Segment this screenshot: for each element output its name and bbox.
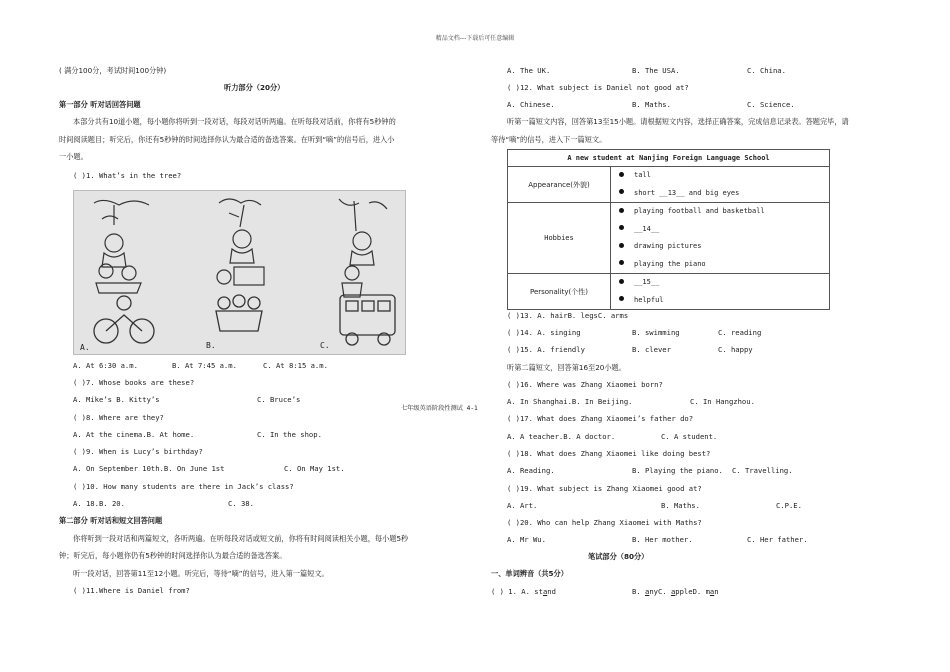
q12-option-c: C. Science. [747, 100, 795, 109]
q20-option-c: C. Her father. [747, 535, 808, 544]
writing-section-title: 笔试部分（80分） [588, 552, 649, 561]
question-16: ( )16. Where was Zhang Xiaomei born? [507, 380, 663, 389]
q6-option-c: C. At 8:15 a.m. [263, 361, 328, 370]
q8-option-c: C. In the shop. [257, 430, 322, 439]
picture-label-a: A. [80, 343, 90, 352]
question-picture-grid [73, 190, 406, 355]
question-8: ( )8. Where are they? [73, 413, 164, 422]
part2-instruction-1: 你将听到一段对话和两篇短文，各听两遍。在听每段对话或短文前，你将有时间阅读相关小题，每小题5秒 [73, 534, 409, 543]
q11-option-b: B. The USA. [632, 66, 680, 75]
q16-option-c: C. In Hangzhou. [690, 397, 755, 406]
q15-option-c: C. happy [718, 345, 753, 354]
question-7: ( )7. Whose books are these? [73, 378, 195, 387]
question-18: ( )18. What does Zhang Xiaomei like doing best? [507, 449, 711, 458]
question-15: ( )15. A. friendly [507, 345, 585, 354]
question-20: ( )20. Who can help Zhang Xiaomei with Maths? [507, 518, 702, 527]
picture-label-c: C. [320, 341, 330, 350]
q9-option-c: C. On May 1st. [284, 464, 345, 473]
row-label-appearance: Appearance(外貌) [508, 167, 611, 203]
q20-option-a: A. Mr Wu. [507, 535, 546, 544]
q11-option-c: C. China. [747, 66, 786, 75]
listening-title: 听力部分（20分） [224, 83, 285, 92]
row-label-personality: Personality(个性) [508, 274, 611, 310]
table-item: short __13__ and big eyes [619, 185, 825, 203]
part1-instruction-1: 本部分共有10道小题，每小题你将听到一段对话，每段对话听两遍。在听每段对话前，你将有5秒钟的 [73, 117, 396, 126]
q19-option-c: C.P.E. [776, 501, 802, 510]
q18-option-a: A. Reading. [507, 466, 555, 475]
writing-question-1-options: B. anyC. appleD. man [632, 587, 719, 596]
part1-instruction-2: 时间阅读题目；听完后，你还有5秒钟的时间选择你认为最合适的备选答案。在听到“嘀”的信号后，进入小 [59, 135, 395, 144]
q6-option-b: B. At 7:45 a.m. [172, 361, 237, 370]
table-item: helpful [619, 292, 825, 310]
part2-instruction-3: 听一段对话，回答第11至12小题。听完后，等待“嘀”的信号，进入第一篇短文。 [73, 569, 329, 578]
q15-option-b: B. clever [632, 345, 671, 354]
question-12: ( )12. What subject is Daniel not good at? [507, 83, 689, 92]
writing-question-1: ( ) 1. A. stand [491, 587, 556, 596]
section1-title: 一、单词辨音（共5分） [491, 569, 568, 578]
q8-option-ab: A. At the cinema.B. At home. [73, 430, 195, 439]
q20-option-b: B. Her mother. [632, 535, 693, 544]
q12-option-a: A. Chinese. [507, 100, 555, 109]
table-item: playing the piano [619, 256, 825, 274]
q14-option-b: B. swimming [632, 328, 680, 337]
part2-title: 第二部分 听对话和短文回答问题 [59, 516, 163, 525]
q6-option-a: A. At 6:30 a.m. [73, 361, 138, 370]
q17-option-c: C. A student. [661, 432, 718, 441]
q16-option-ab: A. In Shanghai.B. In Beijing. [507, 397, 633, 406]
q17-option-ab: A. A teacher.B. A doctor. [507, 432, 616, 441]
page-footer-note: 七年级英语阶段性测试 4-1 [401, 405, 478, 412]
exam-intro: ( 满分100分，考试时间100分钟) [59, 66, 167, 75]
question-1: ( )1. What’s in the tree? [73, 171, 182, 180]
table-item: __15__ [619, 274, 825, 292]
q11-option-a: A. The UK. [507, 66, 551, 75]
question-11: ( )11.Where is Daniel from? [73, 586, 190, 595]
passage2-instruction: 听第二篇短文，回答第16至20小题。 [507, 363, 626, 372]
picture-illustration [74, 191, 406, 355]
page-header: 精品文档---下载后可任意编辑 [435, 35, 515, 42]
picture-label-b: B. [206, 341, 216, 350]
table-item: __14__ [619, 221, 825, 239]
part1-instruction-3: 一小题。 [59, 152, 88, 161]
information-table [507, 149, 830, 310]
q19-option-b: B. Maths. [661, 501, 700, 510]
q18-option-c: C. Travelling. [732, 466, 793, 475]
question-13: ( )13. A. hairB. legsC. arms [507, 311, 629, 320]
question-17: ( )17. What does Zhang Xiaomei’s father do? [507, 414, 694, 423]
question-10: ( )10. How many students are there in Jack’s class? [73, 482, 294, 491]
table-item: playing football and basketball [619, 203, 825, 221]
question-19: ( )19. What subject is Zhang Xiaomei good at? [507, 484, 702, 493]
part2-instruction-2: 钟；听完后，每小题你仍有5秒钟的时间选择你认为最合适的备选答案。 [59, 551, 287, 560]
q10-option-ab: A. 18.B. 20. [73, 499, 125, 508]
row-label-hobbies: Hobbies [508, 203, 611, 274]
question-9: ( )9. When is Lucy’s birthday? [73, 447, 203, 456]
part1-title: 第一部分 听对话回答问题 [59, 100, 141, 109]
table-title: A new student at Nanjing Foreign Language School [508, 150, 830, 167]
question-14: ( )14. A. singing [507, 328, 581, 337]
passage1-instruction-1: 听第一篇短文内容，回答第13至15小题。请根据短文内容，选择正确答案，完成信息记录表。答题完毕，请 [507, 117, 849, 126]
q7-option-ab: A. Mike’s B. Kitty’s [73, 395, 160, 404]
passage1-instruction-2: 等待“嘀”的信号，进入下一篇短文。 [491, 135, 607, 144]
q12-option-b: B. Maths. [632, 100, 671, 109]
q14-option-c: C. reading [718, 328, 762, 337]
table-item: tall [619, 167, 825, 185]
q10-option-c: C. 38. [228, 499, 254, 508]
q18-option-b: B. Playing the piano. [632, 466, 723, 475]
q9-option-ab: A. On September 10th.B. On June 1st [73, 464, 225, 473]
q7-option-c: C. Bruce’s [257, 395, 301, 404]
q19-option-a: A. Art. [507, 501, 538, 510]
table-item: drawing pictures [619, 238, 825, 256]
